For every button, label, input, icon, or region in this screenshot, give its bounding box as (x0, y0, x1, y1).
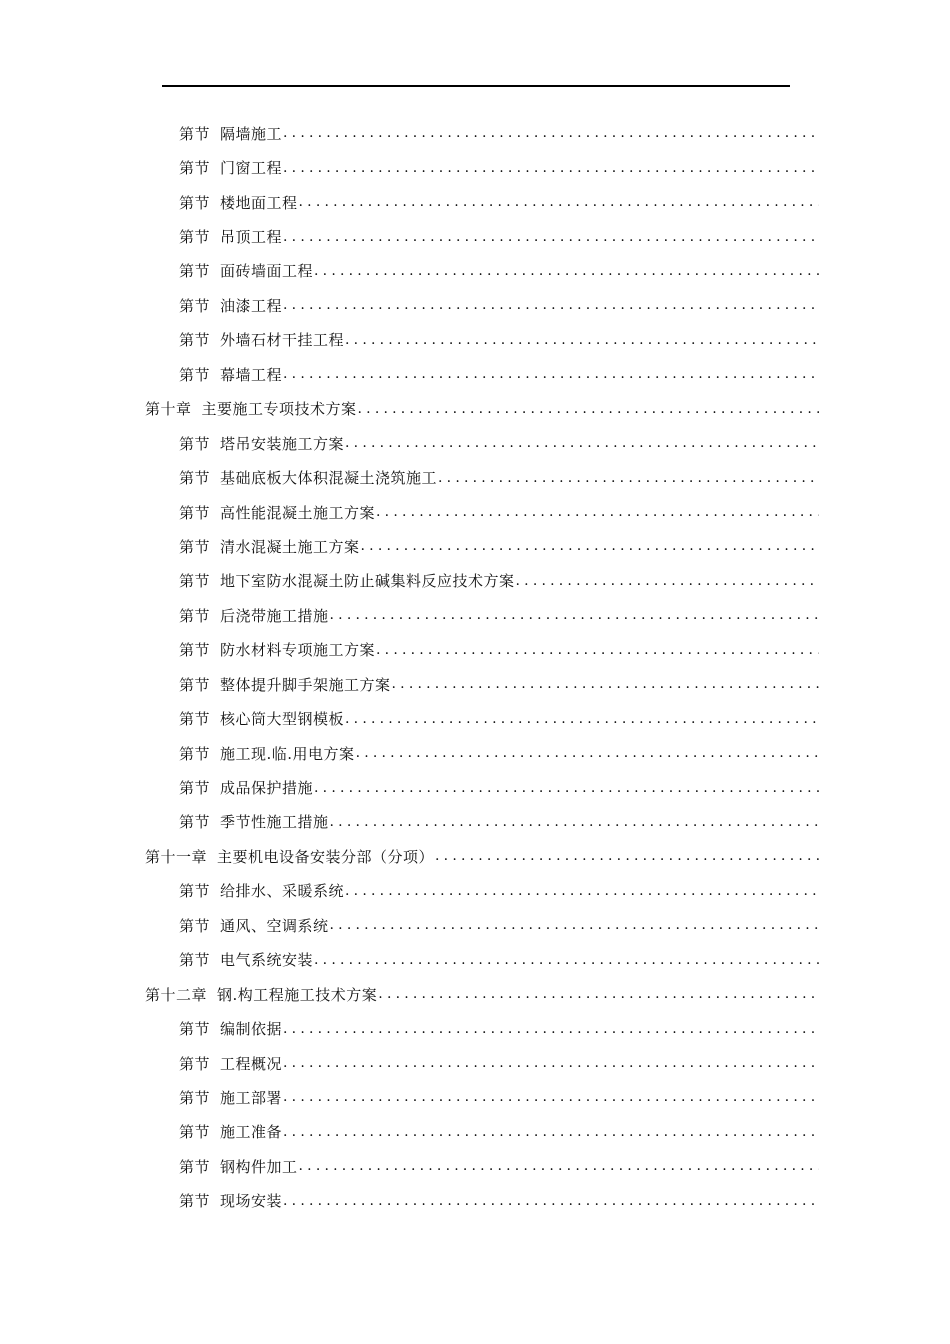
toc-entry-number: 第节 (179, 469, 211, 488)
toc-section-entry[interactable] (0, 426, 819, 460)
toc-dot-leader (283, 1089, 819, 1105)
toc-entry-title: 钢构件加工 (220, 1157, 298, 1176)
toc-entry-title: 后浇带施工措施 (220, 606, 329, 625)
toc-entry-number: 第节 (179, 434, 211, 453)
toc-entry-number: 第十二章 (145, 985, 208, 1004)
toc-entry-number: 第节 (179, 641, 211, 660)
toc-entry-number: 第节 (179, 193, 211, 212)
toc-section-entry[interactable] (0, 633, 819, 667)
toc-dot-leader (356, 745, 819, 761)
toc-entry-title: 季节性施工措施 (220, 813, 329, 832)
toc-section-entry[interactable] (0, 1184, 819, 1218)
toc-entry-title: 地下室防水混凝土防止碱集料反应技术方案 (220, 572, 515, 591)
toc-entry-title: 吊顶工程 (220, 228, 283, 247)
toc-dot-leader (378, 986, 819, 1002)
toc-section-entry[interactable] (0, 460, 819, 494)
toc-entry-number: 第节 (179, 296, 211, 315)
toc-entry-title: 通风、空调系统 (220, 916, 329, 935)
toc-entry-title: 给排水、采暖系统 (220, 882, 345, 901)
toc-dot-leader (435, 848, 819, 864)
toc-entry-number: 第节 (179, 916, 211, 935)
toc-entry-title: 编制依据 (220, 1020, 283, 1039)
toc-entry-title: 幕墙工程 (220, 365, 283, 384)
toc-entry-number: 第节 (179, 1157, 211, 1176)
toc-dot-leader (283, 366, 819, 382)
toc-section-entry[interactable] (0, 254, 819, 288)
toc-entry-title: 楼地面工程 (220, 193, 298, 212)
toc-entry-number: 第节 (179, 365, 211, 384)
toc-entry-number: 第节 (179, 331, 211, 350)
toc-entry-title: 外墙石材干挂工程 (220, 331, 345, 350)
toc-entry-title: 基础底板大体积混凝土浇筑施工 (220, 469, 438, 488)
toc-dot-leader (283, 1193, 819, 1209)
toc-entry-number: 第节 (179, 537, 211, 556)
toc-entry-number: 第节 (179, 262, 211, 281)
toc-dot-leader (299, 1158, 819, 1174)
toc-section-entry[interactable] (0, 667, 819, 701)
toc-entry-number: 第节 (179, 228, 211, 247)
toc-dot-leader (376, 642, 819, 658)
header-rule (162, 85, 790, 87)
toc-dot-leader (330, 917, 819, 933)
toc-dot-leader (345, 332, 819, 348)
toc-section-entry[interactable] (0, 943, 819, 977)
toc-entry-number: 第节 (179, 606, 211, 625)
toc-entry-title: 门窗工程 (220, 159, 283, 178)
toc-dot-leader (283, 1055, 819, 1071)
toc-dot-leader (361, 538, 819, 554)
toc-entry-number: 第节 (179, 675, 211, 694)
toc-dot-leader (283, 160, 819, 176)
toc-entry-number: 第十章 (145, 400, 192, 419)
toc-dot-leader (330, 814, 819, 830)
toc-section-entry[interactable] (0, 770, 819, 804)
toc-entry-title: 主要机电设备安装分部（分项） (217, 847, 435, 866)
toc-entry-title: 主要施工专项技术方案 (201, 400, 357, 419)
toc-section-entry[interactable] (0, 1080, 819, 1114)
toc-entry-title: 油漆工程 (220, 296, 283, 315)
toc-dot-leader (283, 1021, 819, 1037)
toc-entry-title: 成品保护措施 (220, 779, 314, 798)
toc-section-entry[interactable] (0, 701, 819, 735)
toc-dot-leader (516, 573, 819, 589)
toc-entry-title: 高性能混凝土施工方案 (220, 503, 376, 522)
toc-entry-title: 核心筒大型钢模板 (220, 710, 345, 729)
toc-entry-number: 第节 (179, 710, 211, 729)
toc-section-entry[interactable] (0, 874, 819, 908)
toc-dot-leader (392, 676, 819, 692)
toc-dot-leader (314, 263, 819, 279)
toc-dot-leader (283, 229, 819, 245)
toc-dot-leader (330, 607, 819, 623)
toc-section-entry[interactable] (0, 1115, 819, 1149)
toc-entry-number: 第十一章 (145, 847, 208, 866)
toc-entry-number: 第节 (179, 572, 211, 591)
toc-chapter-entry[interactable] (0, 392, 819, 426)
toc-entry-number: 第节 (179, 779, 211, 798)
toc-entry-title: 施工部署 (220, 1088, 283, 1107)
toc-section-entry[interactable] (0, 219, 819, 253)
toc-section-entry[interactable] (0, 357, 819, 391)
toc-entry-title: 施工准备 (220, 1123, 283, 1142)
toc-entry-number: 第节 (179, 1192, 211, 1211)
toc-entry-number: 第节 (179, 124, 211, 143)
toc-entry-number: 第节 (179, 1088, 211, 1107)
toc-entry-number: 第节 (179, 882, 211, 901)
toc-entry-title: 工程概况 (220, 1054, 283, 1073)
toc-section-entry[interactable] (0, 150, 819, 184)
toc-entry-number: 第节 (179, 503, 211, 522)
toc-entry-number: 第节 (179, 159, 211, 178)
toc-entry-title: 电气系统安装 (220, 951, 314, 970)
toc-entry-title: 施工现.临.用电方案 (220, 744, 355, 763)
toc-entry-title: 现场安装 (220, 1192, 283, 1211)
toc-section-entry[interactable] (0, 1011, 819, 1045)
toc-entry-number: 第节 (179, 813, 211, 832)
toc-section-entry[interactable] (0, 323, 819, 357)
toc-entry-title: 隔墙施工 (220, 124, 283, 143)
toc-dot-leader (358, 401, 819, 417)
toc-section-entry[interactable] (0, 564, 819, 598)
toc-chapter-entry[interactable] (0, 839, 819, 873)
toc-dot-leader (345, 435, 819, 451)
toc-entry-number: 第节 (179, 1020, 211, 1039)
toc-entry-number: 第节 (179, 1054, 211, 1073)
toc-dot-leader (314, 780, 819, 796)
toc-dot-leader (283, 125, 819, 141)
toc-entry-title: 塔吊安装施工方案 (220, 434, 345, 453)
toc-entry-title: 面砖墙面工程 (220, 262, 314, 281)
toc-section-entry[interactable] (0, 495, 819, 529)
toc-section-entry[interactable] (0, 908, 819, 942)
toc-entry-number: 第节 (179, 744, 211, 763)
toc-section-entry[interactable] (0, 598, 819, 632)
toc-entry-number: 第节 (179, 1123, 211, 1142)
toc-dot-leader (345, 883, 819, 899)
toc-entry-title: 清水混凝土施工方案 (220, 537, 360, 556)
toc-section-entry[interactable] (0, 1046, 819, 1080)
toc-section-entry[interactable] (0, 805, 819, 839)
toc-dot-leader (376, 504, 819, 520)
toc-dot-leader (283, 1124, 819, 1140)
toc-chapter-entry[interactable] (0, 977, 819, 1011)
toc-dot-leader (283, 297, 819, 313)
toc-entry-number: 第节 (179, 951, 211, 970)
toc-dot-leader (345, 711, 819, 727)
toc-dot-leader (299, 194, 819, 210)
toc-dot-leader (438, 470, 819, 486)
toc-section-entry[interactable] (0, 1149, 819, 1183)
toc-dot-leader (314, 952, 819, 968)
toc-entry-title: 钢.构工程施工技术方案 (217, 985, 378, 1004)
toc-section-entry[interactable] (0, 736, 819, 770)
toc-section-entry[interactable] (0, 185, 819, 219)
toc-entry-title: 防水材料专项施工方案 (220, 641, 376, 660)
toc-section-entry[interactable] (0, 116, 819, 150)
toc-entry-title: 整体提升脚手架施工方案 (220, 675, 391, 694)
toc-section-entry[interactable] (0, 529, 819, 563)
toc-section-entry[interactable] (0, 288, 819, 322)
table-of-contents (0, 116, 950, 1218)
